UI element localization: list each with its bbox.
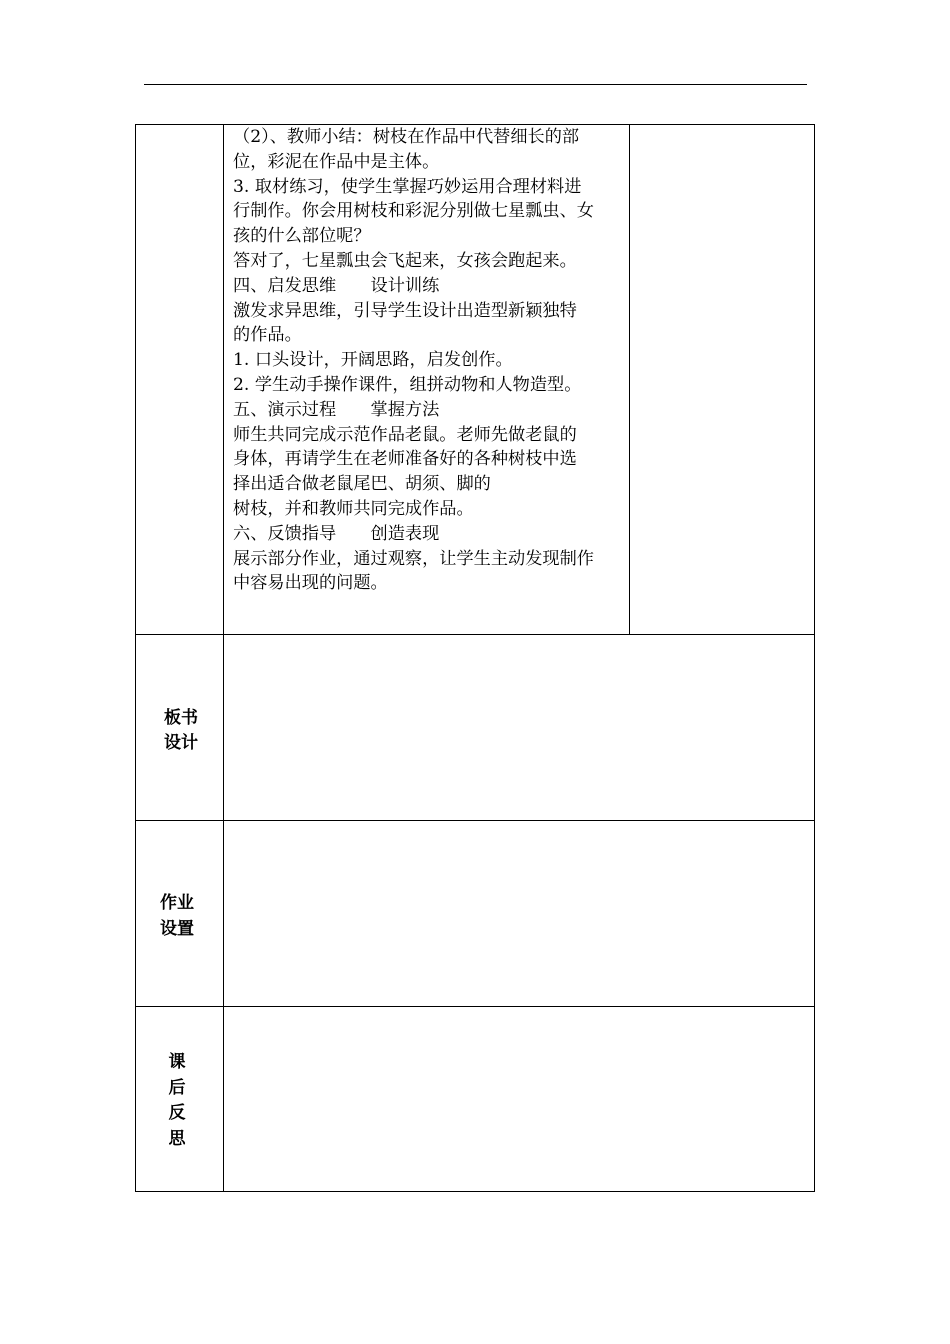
board-design-label	[140, 706, 222, 756]
process-line: 激发求异思维，引导学生设计出造型新颖独特	[233, 300, 577, 321]
process-line: 的作品。	[233, 325, 302, 346]
top-left-label-cell	[136, 125, 223, 634]
reflection-content[interactable]	[224, 1007, 814, 1191]
board-design-label-line1: 板书	[164, 708, 198, 728]
teaching-process-text	[233, 125, 625, 596]
process-line: 行制作。你会用树枝和彩泥分别做七星瓢虫、女	[233, 201, 594, 222]
process-line: 1. 口头设计，开阔思路，启发创作。	[233, 350, 513, 371]
process-line: 五、演示过程 掌握方法	[233, 399, 440, 420]
process-line: 四、启发思维 设计训练	[233, 275, 440, 296]
process-line: 树枝，并和教师共同完成作品。	[233, 498, 474, 519]
process-line: 中容易出现的问题。	[233, 573, 388, 594]
notes-column[interactable]	[630, 125, 814, 634]
homework-label-line1: 作业	[160, 893, 194, 913]
process-line: 孩的什么部位呢？	[233, 226, 371, 247]
process-line: 身体，再请学生在老师准备好的各种树枝中选	[233, 449, 577, 470]
process-line: 六、反馈指导 创造表现	[233, 523, 440, 544]
process-line: 展示部分作业，通过观察，让学生主动发现制作	[233, 548, 594, 569]
header-rule	[144, 84, 807, 85]
process-line: 2. 学生动手操作课件，组拼动物和人物造型。	[233, 374, 582, 395]
process-line: 择出适合做老鼠尾巴、胡须、脚的	[233, 474, 491, 495]
homework-content[interactable]	[224, 821, 814, 1006]
process-line: 答对了，七星瓢虫会飞起来，女孩会跑起来。	[233, 250, 577, 271]
homework-label-line2: 设置	[160, 919, 194, 939]
reflection-label-line2: 后	[168, 1077, 186, 1098]
process-line: （2）、教师小结：树枝在作品中代替细长的部	[233, 127, 580, 147]
process-line: 3. 取材练习，使学生掌握巧妙运用合理材料进	[233, 176, 582, 197]
reflection-label-line4: 思	[168, 1128, 186, 1149]
reflection-label-line1: 课	[168, 1052, 186, 1072]
reflection-label	[136, 1050, 218, 1152]
board-design-content[interactable]	[224, 635, 814, 820]
process-line: 师生共同完成示范作品老鼠。老师先做老鼠的	[233, 424, 577, 445]
board-design-label-line2: 设计	[164, 733, 198, 753]
homework-label	[136, 890, 218, 942]
reflection-label-line3: 反	[168, 1103, 186, 1123]
process-line: 位，彩泥在作品中是主体。	[233, 151, 440, 172]
